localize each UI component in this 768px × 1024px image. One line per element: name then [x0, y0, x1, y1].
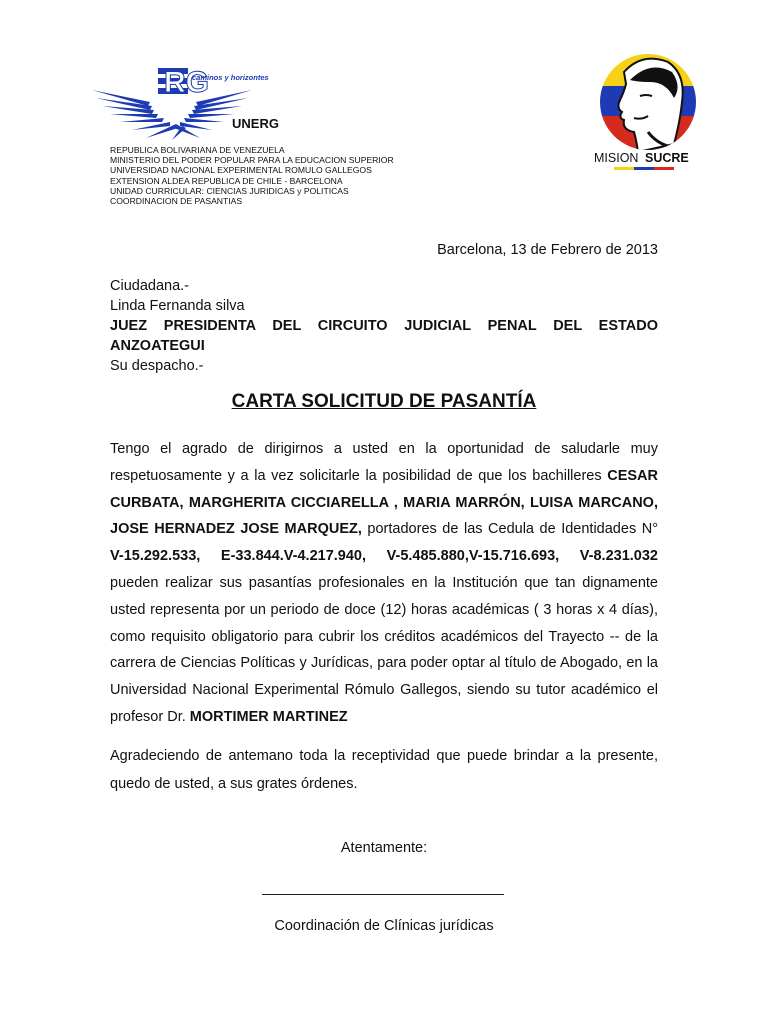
p1-text-b: portadores de las Cedula de Identidades N°: [361, 521, 659, 538]
recipient-office: Su despacho.-: [110, 358, 204, 374]
letter-title: CARTA SOLICITUD DE PASANTÍA: [231, 391, 537, 412]
logo-word-mision: MISION: [594, 151, 639, 165]
recipient-name: Linda Fernanda silva: [110, 298, 245, 314]
body-paragraph-2: Agradeciendo de antemano toda la receptividad que puede brindar a la presente, quedo de usted, a sus grates órdenes.: [110, 748, 658, 792]
institution-header: [110, 145, 394, 206]
p1-text-c: pueden realizar sus pasantías profesionales en la Institución que tan dignamente usted representa por un periodo de doce (12) horas académicas ( 3 horas x 4 días), como requisito obligatorio para cubrir los créditos académicos del Trayecto -- de la carrera de Ciencias Políticas y Jurídicas, para poder optar al título de Abogado, en la Universidad Nacional Experimental Rómulo Gallegos, siendo su tutor académico el profesor Dr.: [110, 574, 658, 725]
body-paragraph-1: [110, 436, 658, 731]
closing: Atentamente:: [340, 840, 428, 856]
letter-date: Barcelona, 13 de Febrero de 2013: [437, 242, 658, 258]
logo-tagline: caminos y horizontes: [192, 73, 269, 82]
header-line: UNIDAD CURRICULAR: CIENCIAS JURIDICAS y POLITICAS: [110, 185, 349, 196]
logo-word-sucre: SUCRE: [645, 151, 689, 165]
header-line: COORDINACION DE PASANTIAS: [110, 196, 243, 207]
unerg-label: UNERG: [232, 116, 279, 131]
mision-sucre-logo: [590, 52, 700, 182]
p1-text-a: Tengo el agrado de dirigirnos a usted en la oportunidad de saludarle muy respetuosamente y a la vez solicitarle la posibilidad de que los bachilleres: [110, 441, 658, 484]
recipient-position: JUEZ PRESIDENTA DEL CIRCUITO JUDICIAL PENAL DEL ESTADO ANZOATEGUI: [110, 318, 658, 354]
header-line: UNIVERSIDAD NACIONAL EXPERIMENTAL ROMULO GALLEGOS: [110, 165, 372, 176]
recipient-salutation: Ciudadana.-: [110, 278, 189, 294]
signature-line: [262, 878, 504, 895]
p1-tutor-name: MORTIMER MARTINEZ: [189, 708, 348, 725]
recipient-block: [110, 276, 658, 376]
p1-student-names: CESAR CURBATA, MARGHERITA CICCIARELLA , MARIA MARRÓN, LUISA MARCANO, JOSE HERNADEZ JOSE MARQUEZ,: [110, 467, 658, 538]
signer: Coordinación de Clínicas jurídicas: [274, 918, 494, 934]
header-line: EXTENSION ALDEA REPUBLICA DE CHILE - BARCELONA: [110, 175, 343, 186]
header-line: MINISTERIO DEL PODER POPULAR PARA LA EDUCACION SUPERIOR: [110, 155, 394, 166]
svg-text:RG: RG: [164, 66, 209, 99]
p1-id-numbers: V-15.292.533, E-33.844.V-4.217.940, V-5.485.880,V-15.716.693, V-8.231.032: [110, 548, 658, 565]
header-line: REPUBLICA BOLIVARIANA DE VENEZUELA: [110, 145, 285, 155]
